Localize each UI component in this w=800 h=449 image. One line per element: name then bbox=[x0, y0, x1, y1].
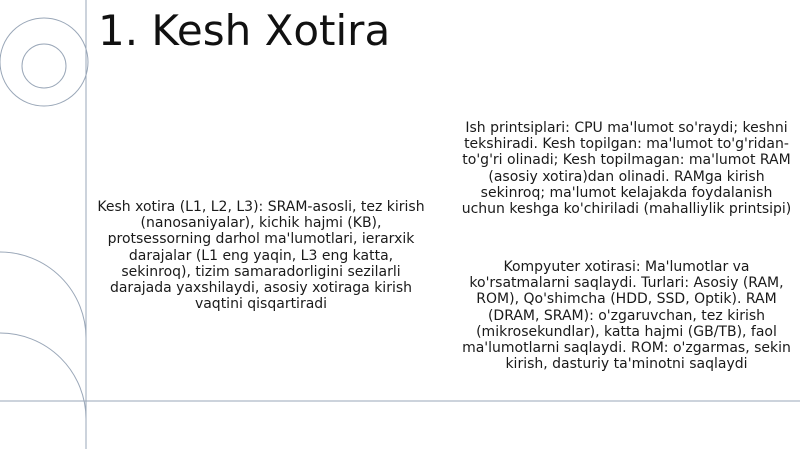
decor-arch-lower bbox=[0, 333, 86, 419]
slide-title: 1. Kesh Xotira bbox=[98, 6, 391, 55]
computer-memory-description: Kompyuter xotirasi: Ma'lumotlar va ko'rsatmalarni saqlaydi. Turlari: Asosiy (RAM, ROM), Qo'shimcha (HDD, SSD, Optik). RAM (DRAM, SRAM): o'zgaruvchan, tez kirish (mikrosekundlar), katta hajmi (GB/TB), faol ma'lumotlarni saqlaydi. ROM: o'zgarmas, sekin kirish, dasturiy ta'minotni saqlaydi bbox=[462, 259, 791, 373]
working-principles-description: Ish printsiplari: CPU ma'lumot so'raydi; keshni tekshiradi. Kesh topilgan: ma'lumot to'g'ridan-to'g'ri olinadi; Kesh topilmagan: ma'lumot RAM (asosiy xotira)dan olinadi. RAMga kirish sekinroq; ma'lumot kelajakda foydalanish uchun keshga ko'chiriladi (mahalliylik printsipi) bbox=[461, 120, 792, 218]
cache-memory-description: Kesh xotira (L1, L2, L3): SRAM-asosli, tez kirish (nanosaniyalar), kichik hajmi (KB), protsessorning darhol ma'lumotlari, ierarxik darajalar (L1 eng yaqin, L3 eng katta, sekinroq), tizim samaradorligini sezilarli darajada yaxshilaydi, asosiy xotiraga kirish vaqtini qisqartiradi bbox=[97, 199, 425, 313]
decor-arch-upper bbox=[0, 252, 86, 338]
decor-circle-large bbox=[0, 18, 88, 106]
decor-circle-small bbox=[22, 44, 66, 88]
